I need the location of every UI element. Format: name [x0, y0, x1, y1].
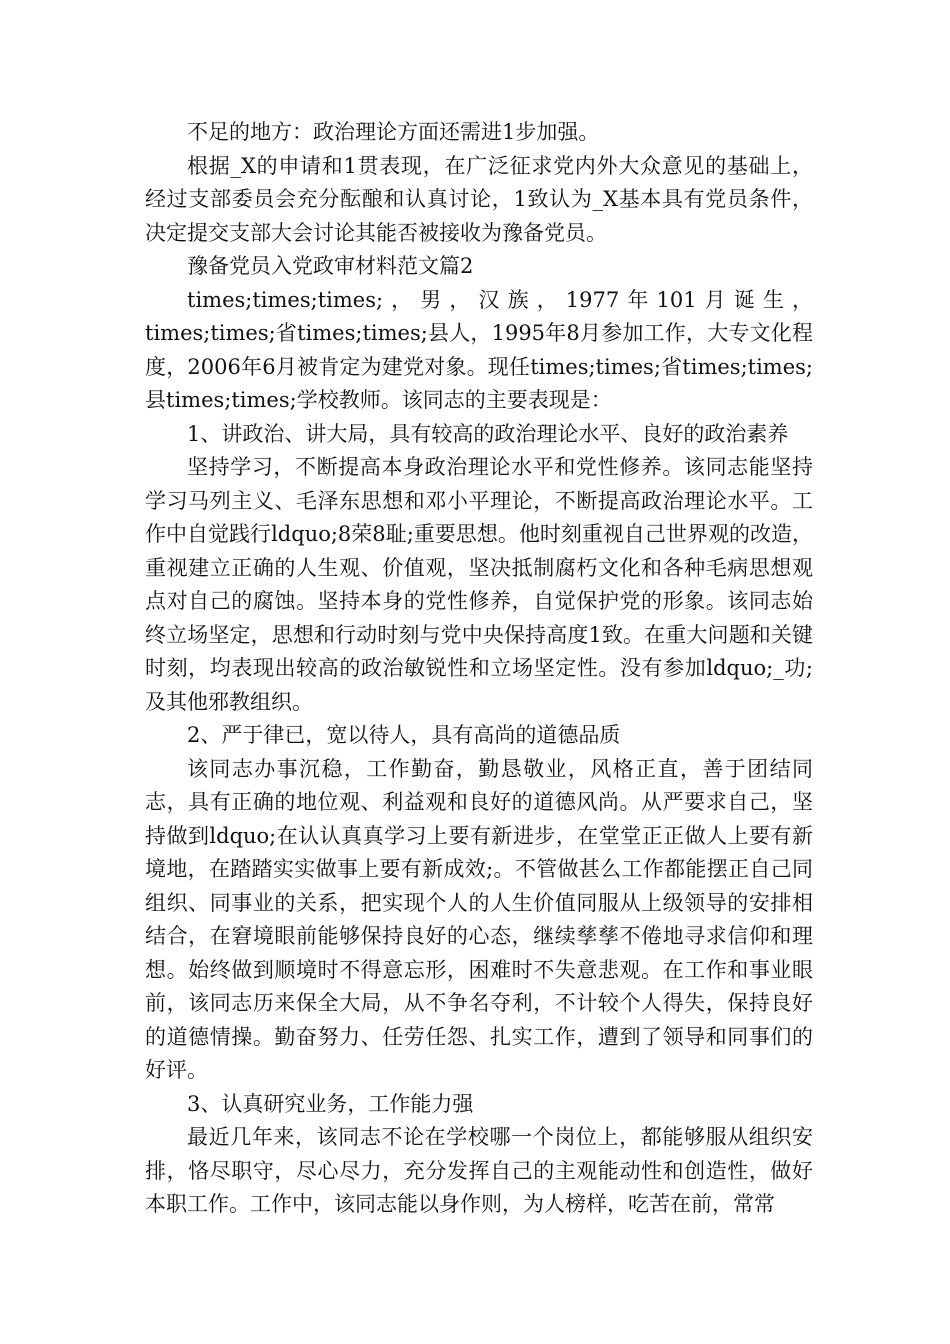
paragraph-shortcoming: 不足的地方：政治理论方面还需进1步加强。 — [187, 120, 600, 144]
paragraph-politics: 坚持学习，不断提高本身政治理论水平和党性修养。该同志能坚持学习马列主义、毛泽东思想和邓小平理论，不断提高政治理论水平。工作中自觉践行ldquo;8荣8耻;重要思想。他时刻重视自己世界观的改造，重视建立正确的人生观、价值观，坚决抵制腐朽文化和各种毛病思想观点对自己的腐蚀。坚持本身的党性修养，自觉保护党的形象。该同志始终立场坚定，思想和行动时刻与党中央保持高度1致。在重大问题和关键时刻，均表现出较高的政治敏锐性和立场坚定性。没有参加ldquo;_功;及其他邪教组织。 — [145, 455, 813, 714]
paragraph-conclusion: 根据_X的申请和1贯表现，在广泛征求党内外大众意见的基础上，经过支部委员会充分酝酿和认真讨论，1致认为_X基本具有党员条件，决定提交支部大会讨论其能否被接收为豫备党员。 — [145, 153, 813, 245]
heading-politics: 1、讲政治、讲大局，具有较高的政治理论水平、良好的政治素养 — [187, 421, 789, 446]
paragraph-morality: 该同志办事沉稳，工作勤奋，勤恳敬业，风格正直，善于团结同志，具有正确的地位观、利益观和良好的道德风尚。从严要求自己，坚持做到ldquo;在认认真真学习上要有新进步，在堂堂正正做人上要有新境地，在踏踏实实做事上要有新成效;。不管做甚么工作都能摆正自己同组织、同事业的关系，把实现个人的人生价值同服从上级领导的安排相结合，在窘境眼前能够保持良好的心态，继续孳孳不倦地寻求信仰和理想。始终做到顺境时不得意忘形，困难时不失意悲观。在工作和事业眼前，该同志历来保全大局，从不争名夺利，不计较个人得失，保持良好的道德情操。勤奋努力、任劳任怨、扎实工作，遭到了领导和同事们的好评。 — [145, 756, 813, 1082]
paragraph-ability: 最近几年来，该同志不论在学校哪一个岗位上，都能够服从组织安排，恪尽职守，尽心尽力，充分发挥自己的主观能动性和创造性，做好本职工作。工作中，该同志能以身作则，为人榜样，吃苦在前，常常 — [145, 1125, 813, 1216]
section-title: 豫备党员入党政审材料范文篇2 — [187, 254, 474, 278]
heading-ability: 3、认真研究业务，工作能力强 — [187, 1091, 474, 1116]
paragraph-profile: times;times;times;，男，汉族，1977年101月诞生，times;times;省times;times;县人，1995年8月参加工作，大专文化程度，2006年6月被肯定为建党对象。现任times;times;省times;times;县times;times;学校教师。该同志的主要表现是： — [145, 287, 813, 412]
document-body — [145, 116, 813, 1222]
heading-morality: 2、严于律已，宽以待人，具有高尚的道德品质 — [187, 723, 621, 747]
